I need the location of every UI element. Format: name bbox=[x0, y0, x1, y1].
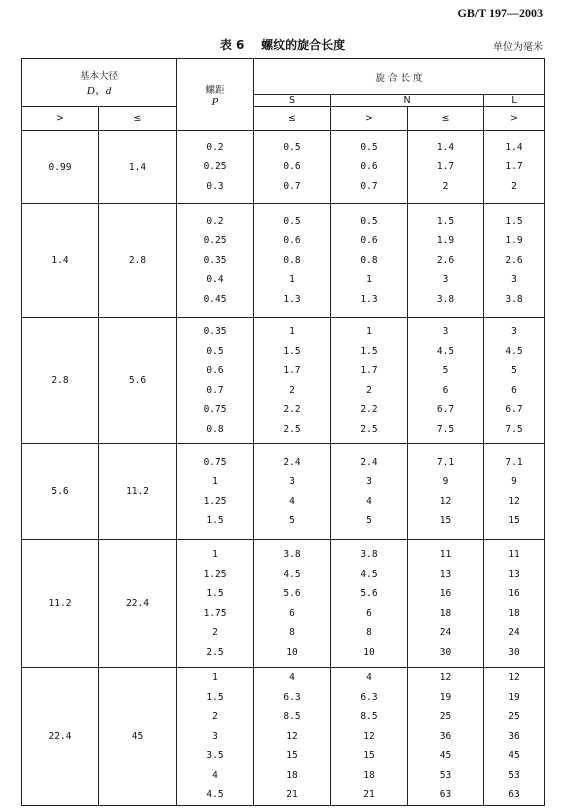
pitch-cell bbox=[177, 444, 254, 540]
s-cell-value: 2.2 bbox=[283, 404, 301, 415]
n-gt-cell-value: 5 bbox=[366, 515, 372, 526]
pitch-label: 螺距 bbox=[205, 84, 225, 96]
table-row bbox=[22, 540, 545, 668]
s-cell-value: 4 bbox=[289, 672, 295, 683]
n-le-cell-value: 3.8 bbox=[436, 293, 455, 305]
l-cell bbox=[484, 540, 545, 668]
pitch-cell-value: 0.25 bbox=[203, 235, 227, 247]
l-cell-value: 1.7 bbox=[505, 161, 523, 173]
n-le-cell-value: 6.7 bbox=[436, 404, 455, 415]
l-cell bbox=[484, 131, 545, 204]
n-gt-cell-value: 0.5 bbox=[360, 215, 378, 227]
table-number: 表 6 bbox=[219, 38, 245, 52]
n-gt-cell-value: 0.6 bbox=[360, 161, 378, 173]
s-cell-value: 0.8 bbox=[283, 254, 301, 266]
table-row bbox=[22, 204, 545, 318]
n-gt-cell-value: 0.5 bbox=[360, 141, 378, 153]
n-gt-cell-value: 0.6 bbox=[360, 235, 378, 247]
table-row bbox=[22, 668, 545, 806]
s-cell-value: 0.5 bbox=[283, 141, 301, 153]
n-le-cell-value: 13 bbox=[439, 568, 452, 580]
s-cell-value: 3 bbox=[289, 476, 295, 487]
n-le-cell-value: 18 bbox=[439, 607, 452, 619]
s-cell-value: 2.4 bbox=[283, 456, 301, 468]
l-cell-value: 24 bbox=[508, 627, 520, 638]
n-le-cell-value: 12 bbox=[439, 495, 452, 507]
pitch-cell bbox=[177, 131, 254, 204]
s-cell-value: 15 bbox=[286, 750, 298, 761]
n-le-cell-value: 1.7 bbox=[436, 161, 455, 173]
pitch-cell-value: 1.75 bbox=[203, 607, 227, 619]
pitch-header bbox=[177, 59, 254, 131]
pitch-cell-value: 4.5 bbox=[206, 789, 224, 800]
s-cell-value: 5.6 bbox=[283, 588, 301, 599]
s-cell-value: 4.5 bbox=[283, 568, 301, 580]
n-gt-cell bbox=[331, 131, 408, 204]
l-cell-value: 63 bbox=[508, 789, 520, 800]
diameter-gt-header: > bbox=[22, 107, 99, 131]
l-cell-value: 36 bbox=[508, 730, 520, 742]
pitch-cell bbox=[177, 668, 254, 806]
pitch-cell-value: 0.7 bbox=[206, 384, 224, 396]
n-le-cell-value: 24 bbox=[439, 627, 452, 638]
n-le-cell-value: 2 bbox=[442, 180, 449, 192]
pitch-cell bbox=[177, 318, 254, 444]
pitch-cell-value: 0.5 bbox=[206, 345, 224, 357]
pitch-cell-value: 1.25 bbox=[203, 568, 227, 580]
diameter-le-cell: 5.6 bbox=[99, 318, 177, 444]
l-cell bbox=[484, 204, 545, 318]
l-cell bbox=[484, 668, 545, 806]
n-gt-cell-value: 8.5 bbox=[360, 711, 378, 722]
n-gt-cell-value: 2 bbox=[366, 384, 372, 396]
s-cell bbox=[254, 204, 331, 318]
l-cell-value: 19 bbox=[508, 691, 520, 703]
engagement-length-table bbox=[21, 58, 545, 806]
n-gt-cell-value: 3 bbox=[366, 476, 372, 487]
n-gt-cell-value: 8 bbox=[366, 627, 372, 638]
diameter-gt-cell: 22.4 bbox=[22, 668, 99, 806]
n-gt-cell-value: 0.7 bbox=[360, 180, 378, 192]
n-le-cell bbox=[408, 540, 484, 668]
s-cell-value: 0.6 bbox=[283, 161, 301, 173]
pitch-cell-value: 1.5 bbox=[206, 515, 224, 526]
pitch-cell bbox=[177, 204, 254, 318]
pitch-cell-value: 1.5 bbox=[206, 691, 224, 703]
n-le-cell-value: 3 bbox=[442, 274, 449, 286]
pitch-symbol: P bbox=[211, 95, 219, 108]
table-row bbox=[22, 318, 545, 444]
l-cell-value: 2.6 bbox=[505, 254, 523, 266]
group-s-header: S bbox=[254, 95, 331, 107]
n-le-cell-value: 3 bbox=[442, 326, 449, 337]
pitch-cell-value: 1 bbox=[212, 672, 218, 683]
s-cell-value: 0.7 bbox=[283, 180, 301, 192]
n-gt-cell bbox=[331, 204, 408, 318]
s-cell-value: 12 bbox=[286, 730, 298, 742]
n-le-cell-value: 19 bbox=[439, 691, 452, 703]
n-gt-cell-value: 4 bbox=[366, 672, 372, 683]
s-cell-value: 1 bbox=[289, 274, 295, 286]
n-le-cell-value: 12 bbox=[439, 672, 452, 683]
n-le-cell bbox=[408, 204, 484, 318]
l-cell-value: 1.9 bbox=[505, 235, 523, 247]
l-cell-value: 7.1 bbox=[505, 456, 523, 468]
l-cell-value: 53 bbox=[508, 769, 520, 781]
s-cell-value: 0.6 bbox=[283, 235, 301, 247]
n-gt-cell bbox=[331, 668, 408, 806]
n-le-cell-value: 1.9 bbox=[436, 235, 455, 247]
n-le-cell-value: 53 bbox=[439, 769, 452, 781]
n-le-cell-value: 15 bbox=[439, 515, 452, 526]
s-cell bbox=[254, 131, 331, 204]
n-le-cell-value: 7.5 bbox=[436, 423, 455, 435]
l-cell-value: 12 bbox=[508, 672, 520, 683]
pitch-cell-value: 3.5 bbox=[206, 750, 224, 761]
table-row bbox=[22, 131, 545, 204]
l-cell-value: 6 bbox=[511, 384, 517, 396]
n-gt-cell-value: 2.4 bbox=[360, 456, 378, 468]
n-gt-cell-value: 6 bbox=[366, 607, 372, 619]
l-cell bbox=[484, 444, 545, 540]
s-cell-value: 1.5 bbox=[283, 345, 301, 357]
s-cell-value: 6 bbox=[289, 607, 295, 619]
s-cell-value: 2 bbox=[289, 384, 295, 396]
n-gt-cell-value: 10 bbox=[363, 646, 375, 658]
l-cell-value: 2 bbox=[511, 180, 517, 192]
n-le-cell-value: 63 bbox=[439, 789, 452, 800]
pitch-cell-value: 0.75 bbox=[203, 404, 227, 415]
n-gt-cell-value: 21 bbox=[363, 789, 375, 800]
l-cell-value: 16 bbox=[508, 588, 520, 599]
table-title: 螺纹的旋合长度 bbox=[261, 38, 346, 52]
n-gt-cell bbox=[331, 540, 408, 668]
n-le-cell-value: 5 bbox=[442, 365, 449, 376]
diameter-gt-cell: 0.99 bbox=[22, 131, 99, 204]
l-cell-value: 7.5 bbox=[505, 423, 523, 435]
s-cell-value: 6.3 bbox=[283, 691, 301, 703]
l-cell-value: 3 bbox=[511, 274, 517, 286]
s-cell-value: 1 bbox=[289, 326, 295, 337]
pitch-cell-value: 2 bbox=[212, 627, 218, 638]
n-gt-cell bbox=[331, 318, 408, 444]
s-cell-value: 1.7 bbox=[283, 365, 301, 376]
diameter-gt-cell: 5.6 bbox=[22, 444, 99, 540]
diameter-le-cell: 2.8 bbox=[99, 204, 177, 318]
n-gt-cell-value: 2.2 bbox=[360, 404, 378, 415]
s-cell-value: 5 bbox=[289, 515, 295, 526]
n-le-cell-value: 30 bbox=[439, 646, 452, 658]
diameter-le-cell: 22.4 bbox=[99, 540, 177, 668]
pitch-cell-value: 2 bbox=[212, 711, 218, 722]
l-gt-header: > bbox=[484, 107, 545, 131]
n-le-cell-value: 4.5 bbox=[436, 345, 455, 357]
n-gt-cell-value: 1.7 bbox=[360, 365, 378, 376]
pitch-cell-value: 0.35 bbox=[203, 326, 227, 337]
n-gt-cell-value: 4 bbox=[366, 495, 372, 507]
diameter-le-cell: 1.4 bbox=[99, 131, 177, 204]
n-le-cell bbox=[408, 131, 484, 204]
s-cell bbox=[254, 668, 331, 806]
table-caption bbox=[0, 36, 565, 53]
pitch-cell-value: 0.75 bbox=[203, 456, 227, 468]
diameter-gt-cell: 2.8 bbox=[22, 318, 99, 444]
n-le-cell-value: 25 bbox=[439, 711, 452, 722]
l-cell-value: 11 bbox=[508, 549, 520, 560]
diameter-le-cell: 45 bbox=[99, 668, 177, 806]
n-le-cell-value: 11 bbox=[439, 549, 452, 560]
s-cell bbox=[254, 540, 331, 668]
n-gt-cell-value: 6.3 bbox=[360, 691, 378, 703]
diameter-gt-cell: 1.4 bbox=[22, 204, 99, 318]
l-cell-value: 9 bbox=[511, 476, 517, 487]
n-gt-cell-value: 1.3 bbox=[360, 293, 378, 305]
table-row bbox=[22, 444, 545, 540]
diameter-gt-cell: 11.2 bbox=[22, 540, 99, 668]
pitch-cell-value: 0.6 bbox=[206, 365, 224, 376]
s-cell-value: 0.5 bbox=[283, 215, 301, 227]
s-cell bbox=[254, 318, 331, 444]
n-le-cell-value: 1.5 bbox=[436, 215, 455, 227]
unit-note: 单位为毫米 bbox=[493, 42, 543, 53]
engagement-header: 旋 合 长 度 bbox=[254, 59, 545, 95]
pitch-cell bbox=[177, 540, 254, 668]
diameter-le-cell: 11.2 bbox=[99, 444, 177, 540]
pitch-cell-value: 0.25 bbox=[203, 161, 227, 173]
pitch-cell-value: 0.3 bbox=[206, 180, 224, 192]
n-le-cell-value: 16 bbox=[439, 588, 452, 599]
n-gt-cell-value: 1 bbox=[366, 274, 372, 286]
pitch-cell-value: 0.8 bbox=[206, 423, 224, 435]
l-cell-value: 1.5 bbox=[505, 215, 523, 227]
n-le-cell-value: 9 bbox=[442, 476, 449, 487]
group-l-header: L bbox=[484, 95, 545, 107]
n-gt-cell-value: 0.8 bbox=[360, 254, 378, 266]
s-cell-value: 10 bbox=[286, 646, 298, 658]
l-cell-value: 5 bbox=[511, 365, 517, 376]
n-gt-cell-value: 1 bbox=[366, 326, 372, 337]
n-gt-header: > bbox=[331, 107, 408, 131]
l-cell-value: 3.8 bbox=[505, 293, 523, 305]
s-cell bbox=[254, 444, 331, 540]
n-gt-cell-value: 3.8 bbox=[360, 549, 378, 560]
pitch-cell-value: 3 bbox=[212, 730, 218, 742]
n-gt-cell-value: 18 bbox=[363, 769, 375, 781]
n-gt-cell-value: 2.5 bbox=[360, 423, 378, 435]
l-cell-value: 3 bbox=[511, 326, 517, 337]
l-cell-value: 4.5 bbox=[505, 345, 523, 357]
n-le-cell-value: 45 bbox=[439, 750, 452, 761]
pitch-cell-value: 0.35 bbox=[203, 254, 227, 266]
pitch-cell-value: 0.2 bbox=[206, 141, 224, 153]
n-gt-cell-value: 1.5 bbox=[360, 345, 378, 357]
diameter-le-header: ≤ bbox=[99, 107, 177, 131]
l-cell-value: 18 bbox=[508, 607, 520, 619]
l-cell-value: 6.7 bbox=[505, 404, 523, 415]
group-n-header: N bbox=[331, 95, 484, 107]
l-cell-value: 1.4 bbox=[505, 141, 523, 153]
s-cell-value: 3.8 bbox=[283, 549, 301, 560]
n-gt-cell-value: 15 bbox=[363, 750, 375, 761]
pitch-cell-value: 1 bbox=[212, 476, 218, 487]
s-cell-value: 4 bbox=[289, 495, 295, 507]
n-gt-cell-value: 5.6 bbox=[360, 588, 378, 599]
n-le-cell bbox=[408, 668, 484, 806]
pitch-cell-value: 1 bbox=[212, 549, 218, 560]
diameter-header bbox=[22, 59, 177, 107]
n-le-cell-value: 36 bbox=[439, 730, 452, 742]
l-cell-value: 45 bbox=[508, 750, 520, 761]
s-cell-value: 8 bbox=[289, 627, 295, 638]
n-le-cell-value: 2.6 bbox=[436, 254, 455, 266]
pitch-cell-value: 0.2 bbox=[206, 215, 224, 227]
l-cell-value: 25 bbox=[508, 711, 520, 722]
pitch-cell-value: 4 bbox=[212, 769, 218, 781]
l-cell-value: 15 bbox=[508, 515, 520, 526]
pitch-cell-value: 1.25 bbox=[203, 495, 227, 507]
pitch-cell-value: 0.45 bbox=[203, 293, 227, 305]
s-cell-value: 8.5 bbox=[283, 711, 301, 722]
s-cell-value: 18 bbox=[286, 769, 298, 781]
s-cell-value: 1.3 bbox=[283, 293, 301, 305]
s-le-header: ≤ bbox=[254, 107, 331, 131]
pitch-cell-value: 1.5 bbox=[206, 588, 224, 599]
diameter-symbol: D、d bbox=[86, 84, 112, 97]
n-le-cell bbox=[408, 444, 484, 540]
l-cell-value: 13 bbox=[508, 568, 520, 580]
s-cell-value: 21 bbox=[286, 789, 298, 800]
n-le-cell-value: 7.1 bbox=[436, 456, 455, 468]
n-gt-cell bbox=[331, 444, 408, 540]
l-cell-value: 30 bbox=[508, 646, 520, 658]
diameter-label: 基本大径 bbox=[80, 70, 119, 82]
n-le-cell-value: 6 bbox=[442, 384, 449, 396]
l-cell-value: 12 bbox=[508, 495, 520, 507]
pitch-cell-value: 0.4 bbox=[206, 274, 224, 286]
n-le-cell-value: 1.4 bbox=[436, 141, 455, 153]
n-le-header: ≤ bbox=[408, 107, 484, 131]
pitch-cell-value: 2.5 bbox=[206, 646, 224, 658]
n-gt-cell-value: 4.5 bbox=[360, 568, 378, 580]
standard-number: GB/T 197—2003 bbox=[457, 6, 543, 20]
l-cell bbox=[484, 318, 545, 444]
n-gt-cell-value: 12 bbox=[363, 730, 375, 742]
n-le-cell bbox=[408, 318, 484, 444]
s-cell-value: 2.5 bbox=[283, 423, 301, 435]
